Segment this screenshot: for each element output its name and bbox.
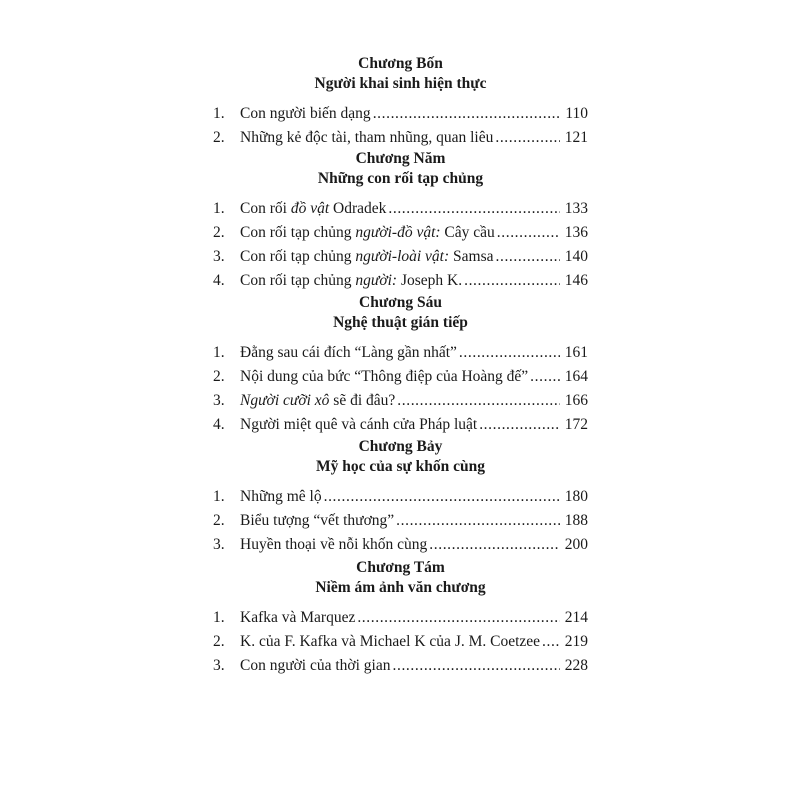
entry-number: 3. (213, 248, 225, 265)
dot-leader (542, 631, 560, 653)
dot-leader (388, 198, 560, 220)
toc-entry[interactable] (213, 103, 588, 127)
entry-title-part: Cây cầu (440, 224, 495, 241)
entry-title-part: Con rối tạp chủng (240, 224, 356, 241)
chapter-8 (213, 558, 588, 679)
toc-entry[interactable] (213, 246, 588, 270)
toc-entry[interactable] (213, 607, 588, 631)
chapter-6 (213, 293, 588, 438)
chapter-title: Mỹ học của sự khốn cùng (315, 458, 486, 475)
entry-title (240, 607, 355, 629)
entry-number: 2. (213, 129, 225, 146)
toc-entry[interactable] (213, 270, 588, 294)
entry-page-number: 161 (564, 344, 588, 361)
entry-list (213, 342, 588, 438)
entry-number: 3. (213, 392, 225, 409)
entry-title-part: Joseph K. (397, 272, 463, 289)
entry-page-number: 228 (564, 657, 588, 674)
entry-number: 1. (213, 200, 225, 217)
entry-number: 2. (213, 633, 225, 650)
toc-entry[interactable] (213, 534, 588, 558)
entry-page-number: 140 (564, 248, 588, 265)
chapter-5 (213, 149, 588, 294)
entry-title (240, 342, 457, 364)
chapter-title: Người khai sinh hiện thực (314, 75, 487, 92)
entry-title-part: Samsa (449, 248, 494, 265)
entry-title-part: người: (355, 272, 398, 289)
dot-leader (496, 246, 561, 268)
entry-title-part: Những kẻ độc tài, tham nhũng, quan liêu (240, 129, 494, 146)
entry-title (240, 246, 494, 268)
chapter-label: Chương Bảy (358, 438, 443, 455)
entry-title-part: Con rối (240, 200, 291, 217)
dot-leader (429, 534, 560, 556)
entry-title-part: K. của F. Kafka và Michael K của J. M. Coetzee (240, 633, 541, 650)
entry-title (240, 631, 540, 653)
entry-list (213, 486, 588, 558)
dot-leader (393, 655, 561, 677)
entry-list (213, 103, 588, 151)
entry-title-part: Người miệt quê và cánh cửa Pháp luật (240, 416, 478, 433)
entry-title-part: Những mê lộ (240, 488, 322, 505)
dot-leader (495, 127, 560, 149)
dot-leader (397, 390, 560, 412)
chapter-label: Chương Năm (355, 150, 446, 167)
entry-page-number: 133 (564, 200, 588, 217)
toc-entry[interactable] (213, 510, 588, 534)
toc-entry[interactable] (213, 390, 588, 414)
entry-page-number: 219 (564, 633, 588, 650)
entry-number: 4. (213, 272, 225, 289)
chapter-title: Nghệ thuật gián tiếp (333, 314, 468, 331)
chapter-label: Chương Tám (356, 559, 445, 576)
dot-leader (464, 270, 560, 292)
entry-page-number: 180 (564, 488, 588, 505)
chapter-label: Chương Bốn (358, 55, 443, 72)
entry-title-part: Huyền thoại về nỗi khốn cùng (240, 536, 428, 553)
dot-leader (459, 342, 560, 364)
entry-title (240, 270, 462, 292)
entry-title (240, 534, 427, 556)
entry-page-number: 121 (564, 129, 588, 146)
entry-title-part: Nội dung của bức “Thông điệp của Hoàng đế” (240, 368, 529, 385)
dot-leader (357, 607, 560, 629)
chapter-label: Chương Sáu (359, 294, 442, 311)
entry-title-part: Odradek (329, 200, 387, 217)
entry-title (240, 222, 495, 244)
entry-number: 4. (213, 416, 225, 433)
entry-title (240, 198, 386, 220)
entry-title (240, 103, 371, 125)
entry-number: 2. (213, 224, 225, 241)
entry-title-part: đồ vật (290, 200, 330, 217)
entry-number: 1. (213, 105, 225, 122)
toc-entry[interactable] (213, 198, 588, 222)
entry-page-number: 200 (564, 536, 588, 553)
entry-title (240, 414, 477, 436)
entry-page-number: 166 (564, 392, 588, 409)
entry-page-number: 188 (564, 512, 588, 529)
entry-title-part: người-loài vật: (355, 248, 450, 265)
toc-entry[interactable] (213, 366, 588, 390)
dot-leader (530, 366, 560, 388)
entry-title (240, 510, 394, 532)
entry-number: 2. (213, 512, 225, 529)
entry-title-part: Con rối tạp chủng (240, 272, 356, 289)
entry-title-part: Con rối tạp chủng (240, 248, 356, 265)
entry-title-part: sẽ đi đâu? (329, 392, 396, 409)
dot-leader (396, 510, 560, 532)
chapter-title: Niềm ám ảnh văn chương (315, 579, 486, 596)
chapter-7 (213, 437, 588, 558)
entry-number: 2. (213, 368, 225, 385)
entry-title (240, 127, 493, 149)
dot-leader (324, 486, 560, 508)
dot-leader (373, 103, 560, 125)
entry-list (213, 607, 588, 679)
chapter-4 (213, 54, 588, 151)
entry-title-part: Kafka và Marquez (240, 609, 356, 626)
entry-number: 3. (213, 657, 225, 674)
entry-title (240, 366, 528, 388)
dot-leader (497, 222, 560, 244)
entry-list (213, 198, 588, 294)
entry-page-number: 214 (564, 609, 588, 626)
entry-title-part: Con người biến dạng (240, 105, 371, 122)
toc-entry[interactable] (213, 631, 588, 655)
entry-number: 1. (213, 344, 225, 361)
entry-title-part: người-đồ vật: (355, 224, 441, 241)
chapter-title: Những con rối tạp chủng (317, 170, 484, 187)
entry-number: 3. (213, 536, 225, 553)
entry-page-number: 110 (565, 105, 588, 122)
entry-number: 1. (213, 488, 225, 505)
toc-entry[interactable] (213, 222, 588, 246)
entry-title-part: Con người của thời gian (240, 657, 391, 674)
entry-number: 1. (213, 609, 225, 626)
entry-title (240, 655, 391, 677)
entry-title-part: Người cưỡi xô (240, 392, 330, 409)
toc-entry[interactable] (213, 127, 588, 151)
dot-leader (479, 414, 560, 436)
toc-entry[interactable] (213, 486, 588, 510)
entry-page-number: 136 (564, 224, 588, 241)
toc-entry[interactable] (213, 414, 588, 438)
entry-title (240, 486, 322, 508)
entry-title (240, 390, 395, 412)
entry-page-number: 164 (564, 368, 588, 385)
toc-entry[interactable] (213, 342, 588, 366)
entry-page-number: 146 (564, 272, 588, 289)
toc-entry[interactable] (213, 655, 588, 679)
entry-page-number: 172 (564, 416, 588, 433)
entry-title-part: Biểu tượng “vết thương” (240, 512, 395, 529)
entry-title-part: Đằng sau cái đích “Làng gần nhất” (240, 344, 457, 361)
